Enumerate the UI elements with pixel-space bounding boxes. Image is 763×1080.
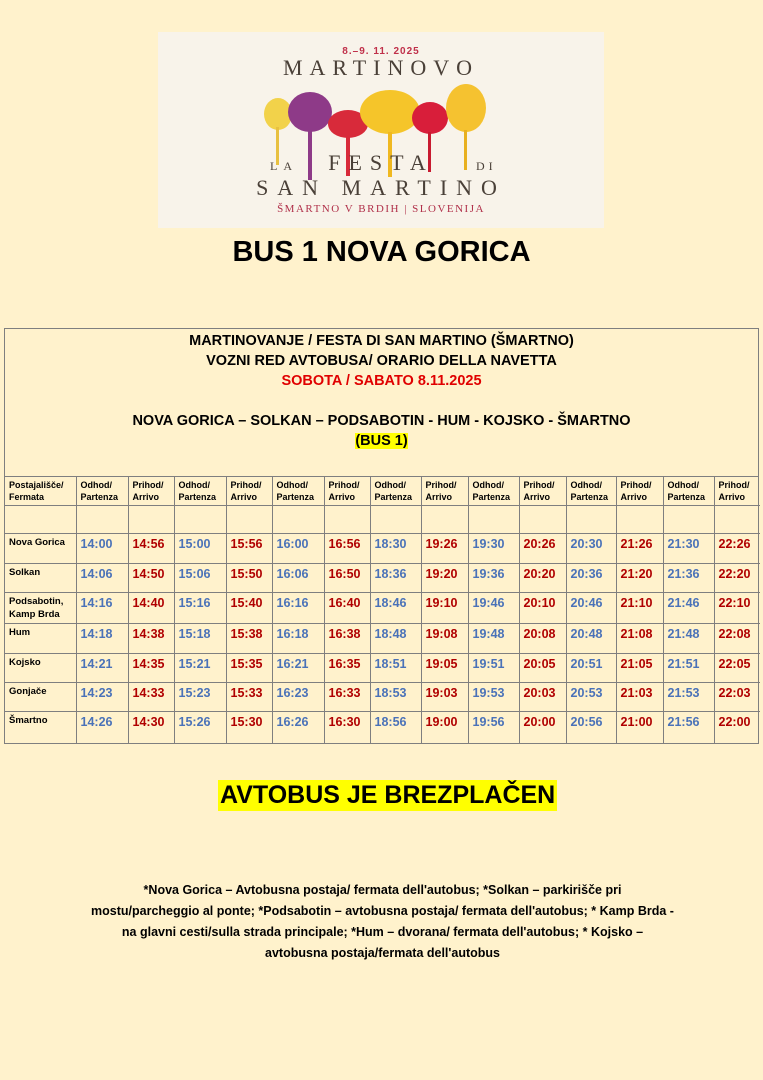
arrival-time: 16:38: [324, 624, 370, 654]
arrival-time: 15:40: [226, 593, 272, 624]
departure-time: 16:21: [272, 654, 324, 683]
arrival-time: 22:03: [714, 683, 760, 712]
arrival-time: 20:05: [519, 654, 566, 683]
empty-cell: [566, 506, 616, 534]
wine-glasses-logo-image: [158, 32, 604, 228]
arrival-time: 19:05: [421, 654, 468, 683]
arrival-time: 20:08: [519, 624, 566, 654]
departure-time: 14:00: [76, 534, 128, 564]
free-bus-notice: AVTOBUS JE BREZPLAČEN: [220, 781, 556, 809]
stop-name: Hum: [5, 624, 76, 654]
table-row: [5, 534, 760, 564]
column-header: Prihod/ Arrivo: [226, 477, 272, 506]
arrival-time: 21:00: [616, 712, 663, 744]
departure-time: 16:23: [272, 683, 324, 712]
empty-cell: [616, 506, 663, 534]
event-date: SOBOTA / SABATO 8.11.2025: [281, 373, 482, 389]
column-header: Odhod/ Partenza: [272, 477, 324, 506]
empty-cell: [714, 506, 760, 534]
arrival-time: 21:20: [616, 564, 663, 593]
departure-time: 21:30: [663, 534, 714, 564]
arrival-time: 16:56: [324, 534, 370, 564]
departure-time: 15:23: [174, 683, 226, 712]
departure-time: 14:26: [76, 712, 128, 744]
departure-time: 14:18: [76, 624, 128, 654]
column-header-row: [5, 477, 760, 506]
empty-cell: [226, 506, 272, 534]
column-header: Postajališče/ Fermata: [5, 477, 76, 506]
svg-text:ŠMARTNO V BRDIH | SLOVENIJA: ŠMARTNO V BRDIH | SLOVENIJA: [277, 203, 485, 215]
stop-name: Šmartno: [5, 712, 76, 744]
departure-time: 21:36: [663, 564, 714, 593]
svg-text:SAN MARTINO: SAN MARTINO: [256, 175, 506, 200]
arrival-time: 20:26: [519, 534, 566, 564]
arrival-time: 21:05: [616, 654, 663, 683]
column-header: Prihod/ Arrivo: [128, 477, 174, 506]
route: NOVA GORICA – SOLKAN – PODSABOTIN - HUM - KOJSKO - ŠMARTNO: [132, 413, 631, 429]
arrival-time: 15:30: [226, 712, 272, 744]
svg-text:8.–9. 11. 2025: 8.–9. 11. 2025: [342, 46, 420, 57]
column-header: Odhod/ Partenza: [370, 477, 421, 506]
departure-time: 15:18: [174, 624, 226, 654]
departure-time: 18:46: [370, 593, 421, 624]
departure-time: 20:30: [566, 534, 616, 564]
departure-time: 15:26: [174, 712, 226, 744]
departure-time: 19:53: [468, 683, 519, 712]
empty-cell: [663, 506, 714, 534]
arrival-time: 22:08: [714, 624, 760, 654]
departure-time: 19:46: [468, 593, 519, 624]
arrival-time: 21:03: [616, 683, 663, 712]
arrival-time: 21:26: [616, 534, 663, 564]
stop-name: Kojsko: [5, 654, 76, 683]
column-header: Prihod/ Arrivo: [714, 477, 760, 506]
arrival-time: 19:03: [421, 683, 468, 712]
departure-time: 16:06: [272, 564, 324, 593]
departure-time: 20:36: [566, 564, 616, 593]
arrival-time: 15:50: [226, 564, 272, 593]
departure-time: 20:48: [566, 624, 616, 654]
arrival-time: 14:33: [128, 683, 174, 712]
departure-time: 18:51: [370, 654, 421, 683]
departure-time: 19:36: [468, 564, 519, 593]
departure-time: 19:30: [468, 534, 519, 564]
departure-time: 16:00: [272, 534, 324, 564]
arrival-time: 14:56: [128, 534, 174, 564]
stop-name: Podsabotin, Kamp Brda: [5, 593, 76, 624]
empty-cell: [519, 506, 566, 534]
column-header: Odhod/ Partenza: [174, 477, 226, 506]
empty-cell: [5, 506, 76, 534]
table-row: [5, 654, 760, 683]
departure-time: 18:53: [370, 683, 421, 712]
departure-time: 16:16: [272, 593, 324, 624]
departure-time: 21:46: [663, 593, 714, 624]
arrival-time: 14:35: [128, 654, 174, 683]
departure-time: 14:16: [76, 593, 128, 624]
timetable-subtitle: VOZNI RED AVTOBUSA/ ORARIO DELLA NAVETTA: [206, 353, 557, 369]
empty-cell: [272, 506, 324, 534]
empty-cell: [421, 506, 468, 534]
departure-time: 19:51: [468, 654, 519, 683]
table-row: [5, 564, 760, 593]
column-header: Odhod/ Partenza: [566, 477, 616, 506]
departure-time: 18:48: [370, 624, 421, 654]
arrival-time: 21:08: [616, 624, 663, 654]
timetable-header: [5, 329, 758, 477]
arrival-time: 22:05: [714, 654, 760, 683]
timetable: [4, 328, 759, 744]
departure-time: 19:48: [468, 624, 519, 654]
arrival-time: 19:26: [421, 534, 468, 564]
departure-time: 18:56: [370, 712, 421, 744]
arrival-time: 20:20: [519, 564, 566, 593]
departure-time: 15:06: [174, 564, 226, 593]
table-row: [5, 624, 760, 654]
arrival-time: 14:50: [128, 564, 174, 593]
column-header: Odhod/ Partenza: [76, 477, 128, 506]
departure-time: 15:00: [174, 534, 226, 564]
column-header: Prihod/ Arrivo: [616, 477, 663, 506]
empty-cell: [324, 506, 370, 534]
column-header: Prihod/ Arrivo: [324, 477, 370, 506]
departure-time: 20:51: [566, 654, 616, 683]
departure-time: 14:21: [76, 654, 128, 683]
arrival-time: 21:10: [616, 593, 663, 624]
bus-number: (BUS 1): [355, 433, 408, 449]
svg-text:DI: DI: [476, 159, 497, 173]
table-row: [5, 683, 760, 712]
arrival-time: 15:35: [226, 654, 272, 683]
arrival-time: 22:20: [714, 564, 760, 593]
arrival-time: 14:30: [128, 712, 174, 744]
departure-time: 14:23: [76, 683, 128, 712]
arrival-time: 22:10: [714, 593, 760, 624]
departure-time: 14:06: [76, 564, 128, 593]
arrival-time: 16:40: [324, 593, 370, 624]
stop-notes: *Nova Gorica – Avtobusna postaja/ fermata dell'autobus; *Solkan – parkirišče pri mostu/parcheggio al ponte; *Podsabotin – avtobusna postaja/ fermata dell'autobus; * Kamp Brda - na glavni cesti/sulla strada principale; *Hum – dvorana/ fermata dell'autobus; * Kojsko – avtobusna postaja/fermata dell'autobus: [91, 883, 674, 960]
arrival-time: 16:30: [324, 712, 370, 744]
arrival-time: 16:33: [324, 683, 370, 712]
stop-name: Gonjače: [5, 683, 76, 712]
departure-time: 20:46: [566, 593, 616, 624]
departure-time: 21:48: [663, 624, 714, 654]
empty-cell: [370, 506, 421, 534]
table-row: [5, 712, 760, 744]
departure-time: 19:56: [468, 712, 519, 744]
column-header: Odhod/ Partenza: [468, 477, 519, 506]
empty-cell: [128, 506, 174, 534]
arrival-time: 22:26: [714, 534, 760, 564]
arrival-time: 14:38: [128, 624, 174, 654]
svg-text:MARTINOVO: MARTINOVO: [282, 55, 480, 80]
departure-time: 15:21: [174, 654, 226, 683]
arrival-time: 19:10: [421, 593, 468, 624]
departure-time: 16:26: [272, 712, 324, 744]
arrival-time: 19:08: [421, 624, 468, 654]
arrival-time: 19:20: [421, 564, 468, 593]
event-name: MARTINOVANJE / FESTA DI SAN MARTINO (ŠMARTNO): [189, 333, 574, 349]
column-header: Odhod/ Partenza: [663, 477, 714, 506]
departure-time: 21:53: [663, 683, 714, 712]
empty-row: [5, 506, 760, 534]
arrival-time: 16:50: [324, 564, 370, 593]
empty-cell: [174, 506, 226, 534]
arrival-time: 22:00: [714, 712, 760, 744]
arrival-time: 15:56: [226, 534, 272, 564]
arrival-time: 20:00: [519, 712, 566, 744]
festival-logo: [158, 32, 604, 228]
column-header: Prihod/ Arrivo: [519, 477, 566, 506]
arrival-time: 19:00: [421, 712, 468, 744]
departure-time: 21:56: [663, 712, 714, 744]
empty-cell: [468, 506, 519, 534]
arrival-time: 15:38: [226, 624, 272, 654]
stop-name: Nova Gorica: [5, 534, 76, 564]
departure-time: 16:18: [272, 624, 324, 654]
column-header: Prihod/ Arrivo: [421, 477, 468, 506]
table-row: [5, 593, 760, 624]
departure-time: 18:36: [370, 564, 421, 593]
schedule-table: [5, 477, 760, 743]
svg-text:LA: LA: [270, 159, 298, 173]
arrival-time: 15:33: [226, 683, 272, 712]
arrival-time: 14:40: [128, 593, 174, 624]
departure-time: 15:16: [174, 593, 226, 624]
departure-time: 20:53: [566, 683, 616, 712]
arrival-time: 20:03: [519, 683, 566, 712]
svg-text:FESTA: FESTA: [328, 150, 434, 175]
page-title: BUS 1 NOVA GORICA: [232, 236, 531, 268]
departure-time: 21:51: [663, 654, 714, 683]
departure-time: 18:30: [370, 534, 421, 564]
stop-name: Solkan: [5, 564, 76, 593]
arrival-time: 16:35: [324, 654, 370, 683]
arrival-time: 20:10: [519, 593, 566, 624]
empty-cell: [76, 506, 128, 534]
departure-time: 20:56: [566, 712, 616, 744]
